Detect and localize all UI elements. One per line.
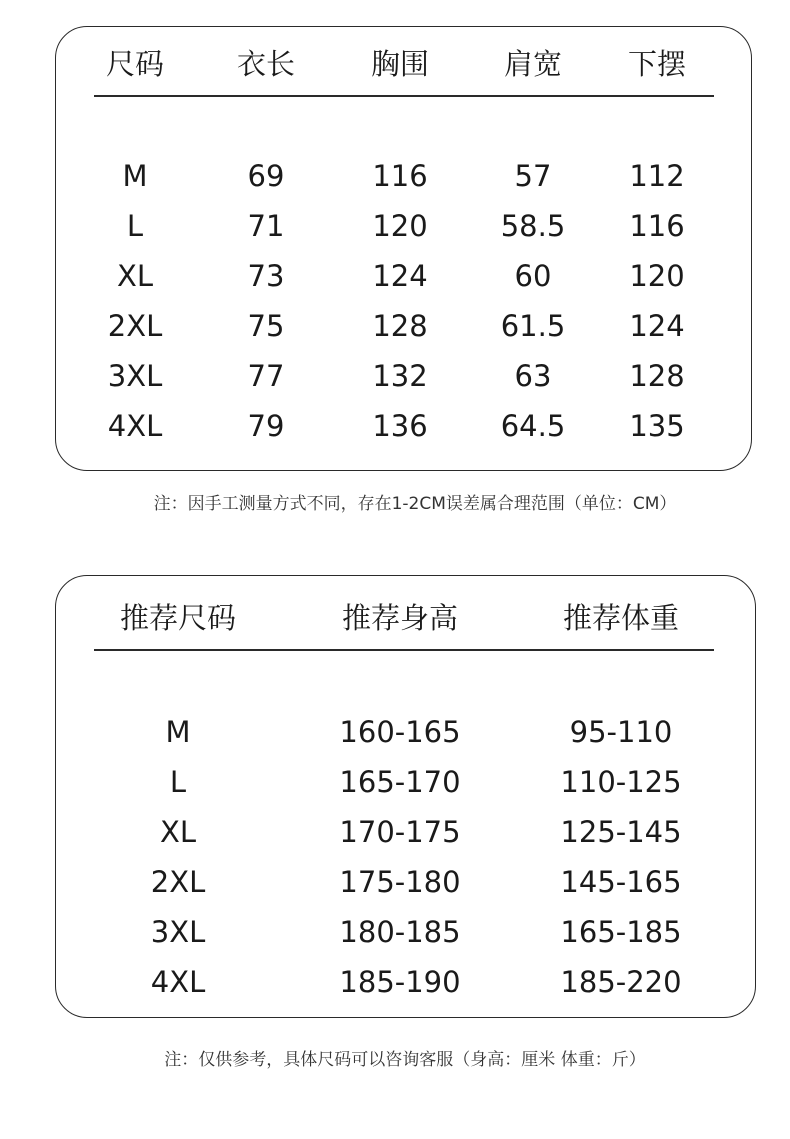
size-chart-table-cell: 116	[629, 209, 685, 243]
recommendation-header-cell: 推荐体重	[562, 601, 680, 635]
size-chart-table-cell: 61.5	[500, 309, 566, 343]
size-chart-table-cell: 2XL	[107, 309, 163, 343]
size-chart-header-cell: 衣长	[236, 47, 296, 81]
recommendation-table-cell: 170-175	[339, 815, 461, 849]
size-chart-note: 注：因手工测量方式不同，存在1-2CM误差属合理范围（单位：CM）	[153, 494, 677, 514]
size-chart-table-cell: 73	[247, 259, 285, 293]
recommendation-table-cell: 175-180	[339, 865, 461, 899]
size-chart-table-cell: 75	[247, 309, 285, 343]
size-chart-table-cell: 77	[247, 359, 285, 393]
recommendation-header-cell: 推荐尺码	[119, 601, 237, 635]
recommendation-header-divider	[94, 649, 714, 651]
size-chart-table-cell: 69	[247, 159, 285, 193]
size-chart-table-cell: 112	[629, 159, 685, 193]
size-chart-header-divider	[94, 95, 714, 97]
recommendation-table-cell: 160-165	[339, 715, 461, 749]
size-chart-table-cell: 135	[629, 409, 685, 443]
size-chart-header-cell: 下摆	[627, 47, 687, 81]
size-chart-table-cell: L	[126, 209, 144, 243]
recommendation-table-cell: 165-185	[560, 915, 682, 949]
recommendation-header-cell: 推荐身高	[341, 601, 459, 635]
size-chart-table-cell: 124	[629, 309, 685, 343]
recommendation-table-cell: L	[169, 765, 187, 799]
size-chart-header-cell: 尺码	[105, 47, 165, 81]
size-chart-table-cell: 124	[372, 259, 428, 293]
size-chart-header-cell: 胸围	[370, 47, 430, 81]
recommendation-table-cell: XL	[159, 815, 197, 849]
recommendation-table-cell: 185-220	[560, 965, 682, 999]
recommendation-table-cell: 165-170	[339, 765, 461, 799]
size-chart-table-cell: 116	[372, 159, 428, 193]
recommendation-table-cell: 95-110	[569, 715, 673, 749]
recommendation-table-cell: 180-185	[339, 915, 461, 949]
size-chart-table-cell: M	[122, 159, 148, 193]
size-chart-table-cell: 3XL	[107, 359, 163, 393]
size-chart-table-cell: XL	[116, 259, 154, 293]
size-chart-table-cell: 120	[629, 259, 685, 293]
recommendation-table-cell: 125-145	[560, 815, 682, 849]
size-chart-table-cell: 136	[372, 409, 428, 443]
size-chart-table-cell: 71	[247, 209, 285, 243]
recommendation-table-cell: 185-190	[339, 965, 461, 999]
recommendation-table-cell: 2XL	[150, 865, 206, 899]
size-chart-table-cell: 120	[372, 209, 428, 243]
size-chart-table-cell: 58.5	[500, 209, 566, 243]
recommendation-table-cell: M	[165, 715, 191, 749]
recommendation-table-cell: 3XL	[150, 915, 206, 949]
size-chart-table-cell: 57	[514, 159, 552, 193]
size-chart-table-cell: 64.5	[500, 409, 566, 443]
size-chart-table-cell: 60	[514, 259, 552, 293]
size-chart-table-cell: 132	[372, 359, 428, 393]
size-chart-table-cell: 128	[372, 309, 428, 343]
size-chart-table-cell: 63	[514, 359, 552, 393]
size-chart-table-cell: 4XL	[107, 409, 163, 443]
recommendation-table-cell: 145-165	[560, 865, 682, 899]
size-chart-table-cell: 79	[247, 409, 285, 443]
recommendation-note: 注：仅供参考，具体尺码可以咨询客服（身高：厘米 体重：斤）	[164, 1050, 646, 1070]
recommendation-table-cell: 4XL	[150, 965, 206, 999]
size-chart-table-cell: 128	[629, 359, 685, 393]
size-chart-panel	[55, 26, 752, 471]
recommendation-table-cell: 110-125	[560, 765, 682, 799]
size-chart-header-cell: 肩宽	[503, 47, 563, 81]
